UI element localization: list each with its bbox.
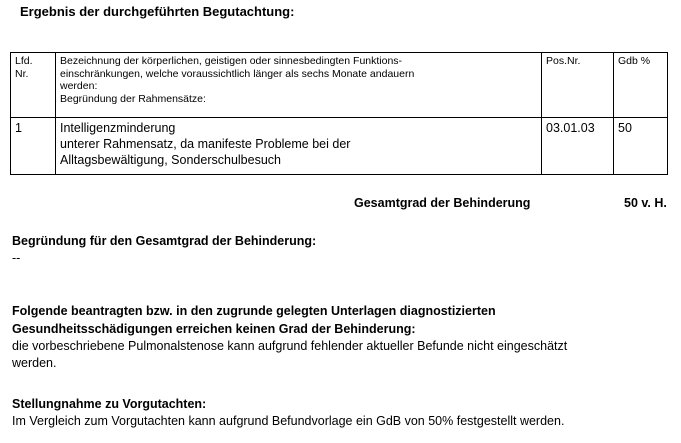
justification-text: -- <box>12 251 21 265</box>
header-description-line: werden: <box>60 80 98 92</box>
justification-heading: Begründung für den Gesamtgrad der Behinderung: <box>12 234 317 248</box>
unrated-heading-line: Gesundheitsschädigungen erreichen keinen Grad der Behinderung: <box>12 322 416 336</box>
unrated-heading-line: Folgende beantragten bzw. in den zugrunde gelegten Unterlagen diagnostizierten <box>12 304 496 318</box>
header-lfd-nr-line: Lfd. <box>15 55 33 67</box>
unrated-text-line: die vorbeschriebene Pulmonalstenose kann aufgrund fehlender aktueller Befunde nicht eingeschätzt <box>12 339 568 353</box>
cell-description-line: unterer Rahmensatz, da manifeste Probleme bei der <box>60 137 351 151</box>
table-header-row <box>11 53 668 118</box>
assessment-table <box>10 52 668 175</box>
header-pos-nr: Pos.Nr. <box>542 53 614 118</box>
header-description-line: einschränkungen, welche voraussichtlich länger als sechs Monate andauern <box>60 67 415 80</box>
total-degree-label: Gesamtgrad der Behinderung <box>354 196 531 210</box>
prior-assessment-heading: Stellungnahme zu Vorgutachten: <box>12 397 207 411</box>
header-gdb: Gdb % <box>614 53 668 118</box>
header-description <box>56 53 542 118</box>
header-lfd-nr <box>11 53 56 118</box>
header-lfd-nr-line: Nr. <box>15 67 29 80</box>
cell-gdb: 50 <box>614 118 668 175</box>
total-degree-value: 50 v. H. <box>624 196 667 210</box>
cell-description-line: Alltagsbewältigung, Sonderschulbesuch <box>60 153 281 167</box>
cell-description-line: Intelligenzminderung <box>60 121 176 135</box>
table-row <box>11 118 668 175</box>
cell-pos-nr: 03.01.03 <box>542 118 614 175</box>
cell-description <box>56 118 542 175</box>
section-heading: Ergebnis der durchgeführten Begutachtung: <box>20 4 295 19</box>
header-description-line: Begründung der Rahmensätze: <box>60 92 206 105</box>
header-description-line: Bezeichnung der körperlichen, geistigen oder sinnesbedingten Funktions- <box>60 55 403 67</box>
unrated-text-line: werden. <box>12 356 57 370</box>
prior-assessment-text: Im Vergleich zum Vorgutachten kann aufgrund Befundvorlage ein GdB von 50% festgestellt werden. <box>12 414 565 428</box>
cell-lfd-nr: 1 <box>11 118 56 175</box>
